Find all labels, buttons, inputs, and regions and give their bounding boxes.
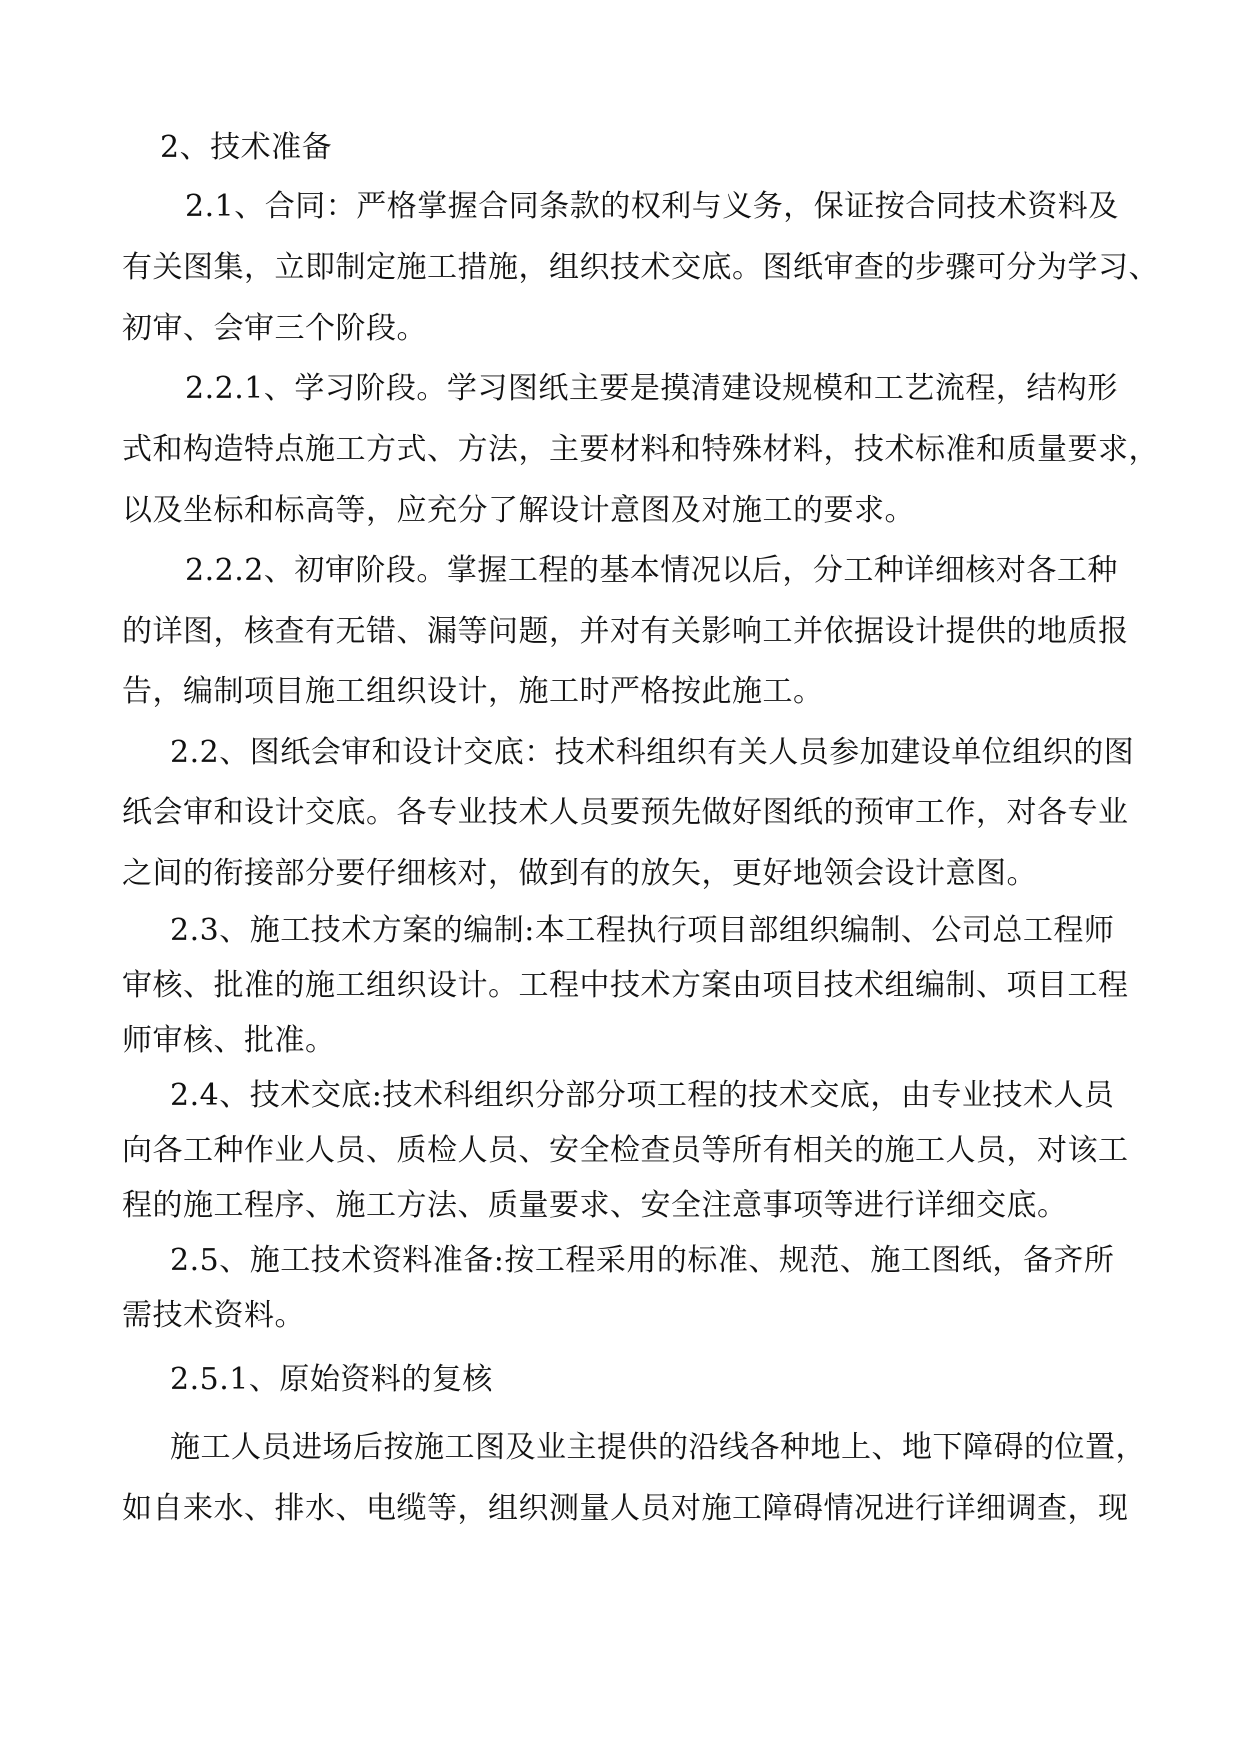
section-heading: 2、技术准备	[160, 130, 333, 165]
text-line: 2.4、技术交底:技术科组织分部分项工程的技术交底，由专业技术人员	[170, 1078, 1115, 1113]
text-line: 向各工种作业人员、质检人员、安全检查员等所有相关的施工人员，对该工	[122, 1133, 1129, 1168]
text-line: 2.5、施工技术资料准备:按工程采用的标准、规范、施工图纸，备齐所	[170, 1243, 1115, 1278]
text-line: 有关图集，立即制定施工措施，组织技术交底。图纸审查的步骤可分为学习、	[122, 250, 1159, 285]
text-line: 审核、批准的施工组织设计。工程中技术方案由项目技术组编制、项目工程	[122, 968, 1129, 1003]
text-line: 2.2.1、学习阶段。学习图纸主要是摸清建设规模和工艺流程，结构形	[185, 371, 1118, 406]
text-line: 需技术资料。	[122, 1298, 305, 1333]
text-line: 2.3、施工技术方案的编制:本工程执行项目部组织编制、公司总工程师	[170, 913, 1115, 948]
text-line: 式和构造特点施工方式、方法，主要材料和特殊材料，技术标准和质量要求，	[122, 432, 1159, 467]
text-line: 师审核、批准。	[122, 1023, 336, 1058]
text-line: 2.2.2、初审阶段。掌握工程的基本情况以后，分工种详细核对各工种	[185, 553, 1118, 588]
text-line: 2.2、图纸会审和设计交底：技术科组织有关人员参加建设单位组织的图	[170, 735, 1135, 770]
text-line: 如自来水、排水、电缆等，组织测量人员对施工障碍情况进行详细调查，现	[122, 1491, 1129, 1526]
text-line: 纸会审和设计交底。各专业技术人员要预先做好图纸的预审工作，对各专业	[122, 795, 1129, 830]
text-line: 的详图，核查有无错、漏等问题，并对有关影响工并依据设计提供的地质报	[122, 614, 1129, 649]
text-line: 2.1、合同：严格掌握合同条款的权利与义务，保证按合同技术资料及	[185, 189, 1119, 224]
text-line: 告，编制项目施工组织设计，施工时严格按此施工。	[122, 674, 824, 709]
text-line: 施工人员进场后按施工图及业主提供的沿线各种地上、地下障碍的位置，	[170, 1430, 1146, 1465]
text-line: 之间的衔接部分要仔细核对，做到有的放矢，更好地领会设计意图。	[122, 856, 1037, 891]
text-line: 程的施工程序、施工方法、质量要求、安全注意事项等进行详细交底。	[122, 1188, 1068, 1223]
text-line: 2.5.1、原始资料的复核	[170, 1362, 493, 1397]
text-line: 以及坐标和标高等，应充分了解设计意图及对施工的要求。	[122, 493, 915, 528]
text-line: 初审、会审三个阶段。	[122, 311, 427, 346]
